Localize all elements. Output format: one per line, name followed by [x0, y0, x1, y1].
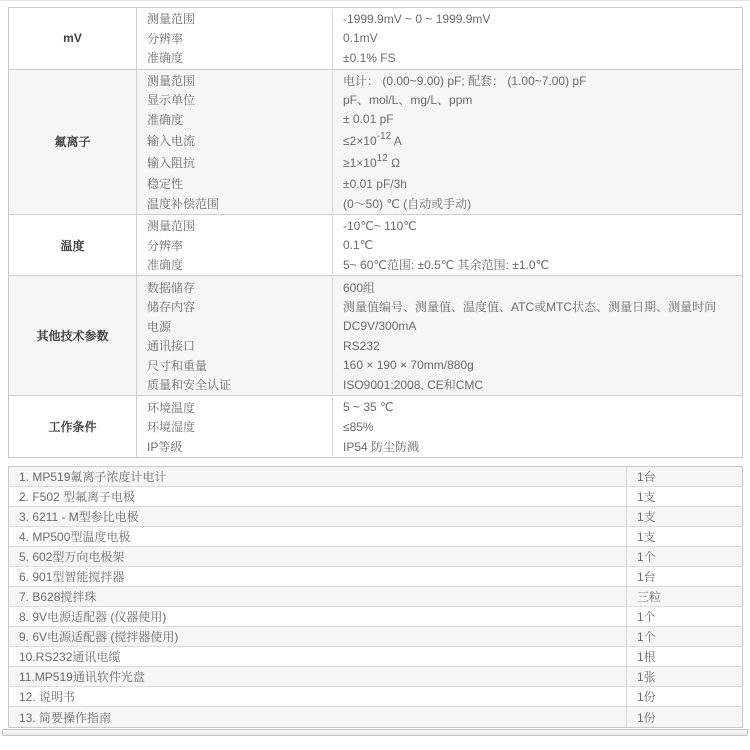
- spec-row: [137, 193, 742, 213]
- spec-row: [137, 417, 742, 437]
- packing-item-name: 7. B628搅拌珠: [19, 590, 97, 604]
- spec-row: [137, 375, 742, 395]
- spec-param-label: 显示单位: [137, 90, 333, 110]
- spec-value: 5~ 60℃范围: ±0.5℃ 其余范围: ±1.0℃: [343, 258, 549, 273]
- spec-row: [137, 277, 742, 297]
- spec-value: 0.1mV: [343, 31, 378, 46]
- spec-row: [137, 297, 742, 317]
- spec-section: [9, 70, 742, 215]
- packing-item-qty: 1个: [626, 607, 742, 626]
- packing-item-name: 9. 6V电源适配器 (搅拌器使用): [19, 630, 179, 644]
- packing-list-row: [9, 547, 742, 567]
- spec-rows: [137, 397, 742, 456]
- packing-list-row: [9, 647, 742, 667]
- spec-value: (0～50) ℃ (自动或手动): [343, 196, 472, 211]
- packing-item-qty: 1根: [626, 647, 742, 666]
- spec-section: [9, 8, 742, 70]
- packing-item-qty: 1支: [626, 527, 742, 546]
- spec-row: [137, 255, 742, 275]
- packing-item-name: 4. MP500型温度电极: [19, 530, 131, 544]
- packing-item-qty: 1支: [626, 507, 742, 526]
- packing-list-table: [8, 466, 743, 728]
- spec-param-label: 数据储存: [137, 277, 333, 297]
- spec-row: [137, 355, 742, 375]
- spec-param-label: 储存内容: [137, 297, 333, 317]
- spec-value: 5 ~ 35 ℃: [343, 400, 394, 415]
- packing-list-row: [9, 627, 742, 647]
- spec-value: ± 0.01 pF: [343, 112, 394, 127]
- spec-param-label: 尺寸和重量: [137, 355, 333, 375]
- spec-param-label: 准确度: [137, 48, 333, 68]
- packing-item-qty: 1份: [626, 687, 742, 706]
- packing-item-name: 2. F502 型氟离子电极: [19, 490, 136, 504]
- spec-row: [137, 397, 742, 417]
- spec-row: [137, 336, 742, 356]
- spec-param-label: 输入阻抗: [137, 151, 333, 173]
- packing-item-qty: 1台: [626, 567, 742, 586]
- spec-param-label: 测量范围: [137, 71, 333, 91]
- spec-param-label: 测量范围: [137, 9, 333, 29]
- packing-item-name: 13. 简要操作指南: [19, 710, 112, 725]
- packing-list-row: [9, 687, 742, 707]
- packing-item-qty: 1张: [626, 667, 742, 686]
- spec-row: [137, 129, 742, 151]
- spec-param-label: IP等级: [137, 436, 333, 456]
- spec-rows: [137, 9, 742, 68]
- spec-param-label: 电源: [137, 316, 333, 336]
- spec-row: [137, 71, 742, 91]
- packing-item-qty: 1个: [626, 547, 742, 566]
- spec-param-label: 环境湿度: [137, 417, 333, 437]
- horizontal-scrollbar[interactable]: [2, 729, 748, 736]
- packing-item-name: 3. 6211 - M型参比电极: [19, 510, 139, 524]
- spec-value: ISO9001:2008, CE和CMC: [343, 378, 484, 393]
- packing-list-row: [9, 707, 742, 727]
- spec-value: 测量值编号、测量值、温度值、ATC或MTC状态、测量日期、测量时间: [343, 300, 717, 315]
- spec-row: [137, 216, 742, 236]
- packing-item-qty: 三粒: [626, 587, 742, 606]
- spec-value: RS232: [343, 338, 380, 353]
- spec-value: -1999.9mV ~ 0 ~ 1999.9mV: [343, 11, 491, 26]
- spec-param-label: 分辨率: [137, 29, 333, 49]
- packing-item-qty: 1份: [626, 707, 742, 727]
- spec-value: $\le 2\times 10^{-12}$ A: [343, 130, 402, 148]
- spec-value: ±0.01 pF/3h: [343, 176, 407, 191]
- packing-item-name: 5. 602型万向电极架: [19, 550, 125, 564]
- spec-value: $\ge 1\times 10^{12}$ Ω: [343, 153, 401, 171]
- spec-value: IP54 防尘防溅: [343, 439, 420, 454]
- page-top-rule: [0, 0, 750, 1]
- packing-list-row: [9, 487, 742, 507]
- packing-item-name: 12. 说明书: [19, 690, 76, 704]
- spec-param-label: 准确度: [137, 110, 333, 130]
- spec-row: [137, 48, 742, 68]
- packing-list-row: [9, 507, 742, 527]
- spec-value: 0.1℃: [343, 238, 374, 253]
- spec-param-label: 稳定性: [137, 174, 333, 194]
- spec-category-label: 氟离子: [9, 70, 137, 214]
- spec-value: ≤85%: [343, 419, 374, 434]
- packing-item-name: 8. 9V电源适配器 (仪器使用): [19, 610, 167, 624]
- spec-row: [137, 90, 742, 110]
- superscript-exponent: -12: [376, 130, 392, 142]
- spec-row: [137, 316, 742, 336]
- spec-param-label: 环境温度: [137, 397, 333, 417]
- spec-param-label: 通讯接口: [137, 336, 333, 356]
- packing-list-row: [9, 667, 742, 687]
- spec-row: [137, 235, 742, 255]
- packing-item-name: 11.MP519通讯软件光盘: [19, 670, 145, 684]
- packing-item-qty: 1台: [626, 467, 742, 486]
- spec-section: [9, 396, 742, 457]
- packing-item-qty: 1支: [626, 487, 742, 506]
- spec-category-label: mV: [9, 8, 137, 69]
- spec-rows: [137, 277, 742, 394]
- spec-rows: [137, 71, 742, 213]
- spec-value: -10℃~ 110℃: [343, 218, 417, 233]
- spec-category-label: 其他技术参数: [9, 276, 137, 395]
- spec-param-label: 测量范围: [137, 216, 333, 236]
- spec-row: [137, 151, 742, 173]
- packing-list-row: [9, 527, 742, 547]
- spec-row: [137, 110, 742, 130]
- packing-list-row: [9, 607, 742, 627]
- spec-value: pF、mol/L、mg/L、ppm: [343, 93, 473, 108]
- spec-category-label: 温度: [9, 215, 137, 276]
- spec-row: [137, 9, 742, 29]
- spec-param-label: 输入电流: [137, 129, 333, 151]
- spec-section: [9, 276, 742, 396]
- spec-value: 电计： (0.00~9.00) pF; 配套： (1.00~7.00) pF: [343, 73, 587, 88]
- packing-item-name: 1. MP519氟离子浓度计电计: [19, 470, 167, 484]
- spec-param-label: 质量和安全认证: [137, 375, 333, 395]
- spec-rows: [137, 216, 742, 275]
- packing-list-row: [9, 587, 742, 607]
- spec-param-label: 分辨率: [137, 235, 333, 255]
- superscript-exponent: 12: [376, 153, 388, 165]
- spec-row: [137, 29, 742, 49]
- packing-item-name: 6. 901型智能搅拌器: [19, 570, 125, 584]
- packing-list-row: [9, 467, 742, 487]
- spec-row: [137, 174, 742, 194]
- packing-item-name: 10.RS232通讯电缆: [19, 650, 121, 664]
- spec-section: [9, 215, 742, 277]
- spec-table: [8, 7, 743, 458]
- spec-category-label: 工作条件: [9, 396, 137, 457]
- spec-value: 600组: [343, 280, 376, 295]
- spec-value: DC9V/300mA: [343, 319, 417, 334]
- spec-param-label: 准确度: [137, 255, 333, 275]
- packing-list-row: [9, 567, 742, 587]
- spec-value: 160 × 190 × 70mm/880g: [343, 358, 474, 373]
- spec-param-label: 温度补偿范围: [137, 193, 333, 213]
- spec-value: ±0.1% FS: [343, 50, 396, 65]
- spec-row: [137, 436, 742, 456]
- packing-item-qty: 1个: [626, 627, 742, 646]
